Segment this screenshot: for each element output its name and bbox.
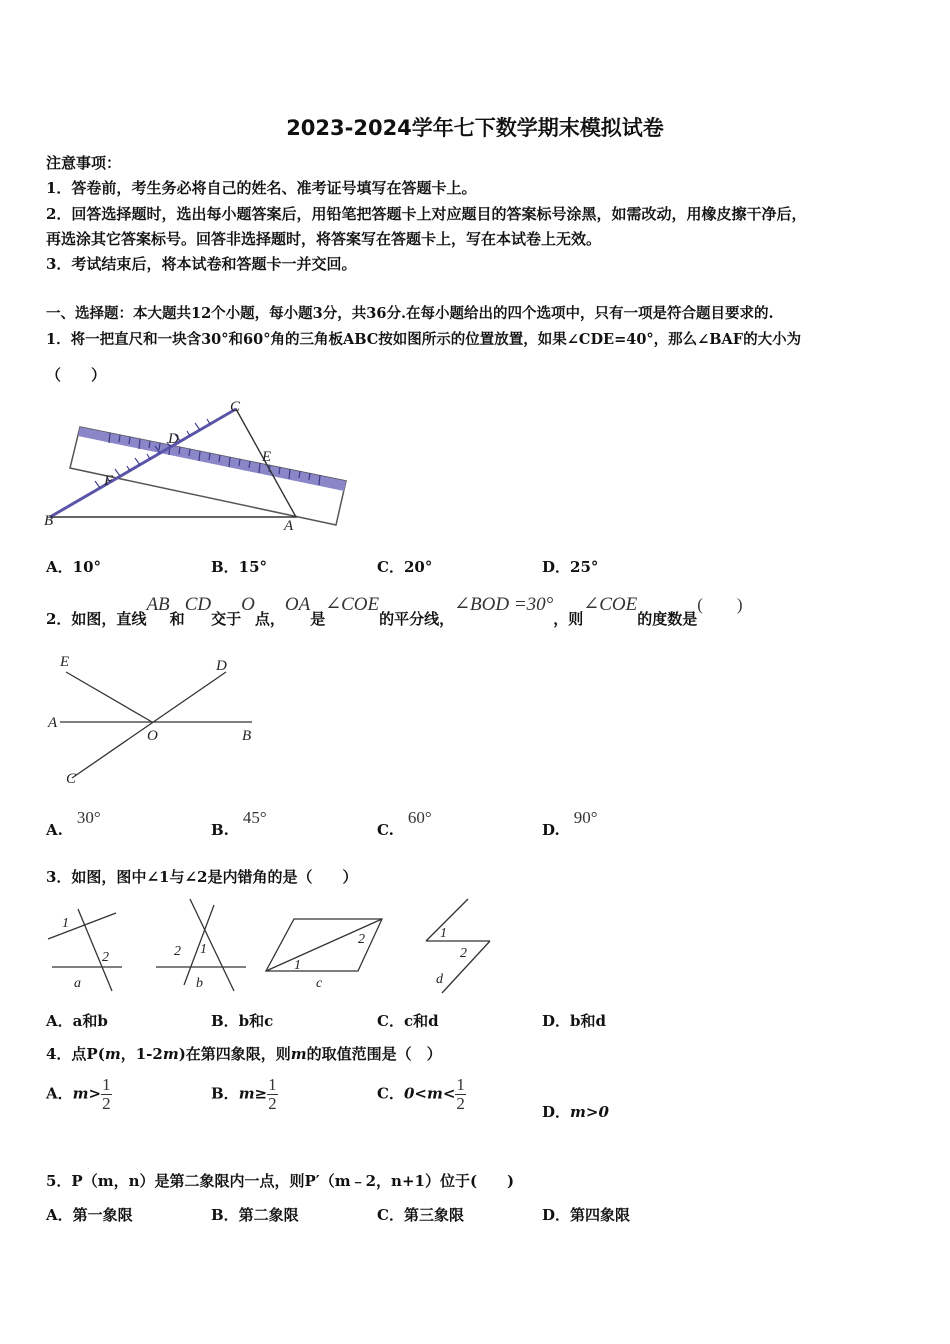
q1-label-f: F [104,473,114,489]
q3-f4-label-2: 2 [460,946,467,961]
q2-option-b[interactable]: B.45° [211,808,267,839]
q2-o: O [241,594,255,615]
q2-text: 2．如图，直线AB和CD交于O点，OA是∠COE的平分线，∠BOD =30°，则∠COE的度数是( ) [46,594,743,628]
q2-label-e: E [60,654,70,670]
q3-f2-label-b: b [196,976,203,991]
q1-option-d[interactable]: D．25° [542,558,599,576]
q3-f1-label-2: 2 [102,950,109,965]
q3-option-a[interactable]: A．a和b [46,1012,108,1030]
q3-f3-label-1: 1 [294,958,301,973]
q2-ab: AB [146,594,170,615]
q3-f2-label-2: 2 [174,944,181,959]
q1-label-a: A [284,518,294,534]
q3-f4-label-d: d [436,972,443,987]
notice-item: 2．回答选择题时，选出每小题答案后，用铅笔把答题卡上对应题目的答案标号涂黑，如需改动，用橡皮擦干净后， [46,205,807,223]
q2-label-c: C [66,771,77,787]
q5-option-d[interactable]: D．第四象限 [542,1206,631,1224]
q2-cd: CD [184,594,212,615]
fraction: $\frac{1}{2}$ [456,1075,465,1113]
q1-label-d: D [168,431,179,447]
q1-label-c: C [230,399,241,415]
notice-heading: 注意事项： [46,154,122,172]
fraction: $\frac{1}{2}$ [102,1075,111,1113]
q4-option-d[interactable]: D．m>0 [542,1103,609,1121]
page-title: 2023-2024学年七下数学期末模拟试卷 [286,116,664,140]
notice-item: 1．答卷前，考生务必将自己的姓名、准考证号填写在答题卡上。 [46,179,477,197]
fraction: $\frac{1}{2}$ [268,1075,277,1113]
q5-option-c[interactable]: C．第三象限 [377,1206,464,1224]
q4-option-b[interactable]: B．m≥ $\frac{1}{2}$ [211,1075,277,1113]
q1-text: 1．将一把直尺和一块含30°和60°角的三角板ABC按如图所示的位置放置，如果∠CDE=40°，那么∠BAF的大小为 [46,331,802,348]
q2-label-o: O [147,728,158,744]
q1-option-b[interactable]: B．15° [211,558,268,576]
q2-angle: ∠COE [325,594,380,615]
q3-f3-label-2: 2 [358,932,365,947]
q4-option-a[interactable]: A．m> $\frac{1}{2}$ [46,1075,111,1113]
q1-blank: （ ） [46,366,107,384]
q1-option-a[interactable]: A．10° [46,558,102,576]
q5-option-a[interactable]: A．第一象限 [46,1206,133,1224]
q3-option-b[interactable]: B．b和c [211,1012,274,1030]
q3-f1-label-a: a [74,976,81,991]
q2-option-c[interactable]: C.60° [377,808,432,839]
q3-f2-label-1: 1 [200,942,207,957]
q2-option-d[interactable]: D.90° [542,808,598,839]
q2-option-a[interactable]: A.30° [46,808,101,839]
q1-label-b: B [44,513,54,529]
q5-text: 5．P（m，n）是第二象限内一点，则P′（m﹣2，n+1）位于( ) [46,1172,515,1190]
q3-f1-label-1: 1 [62,916,69,931]
q2-angle2: ∠COE [583,594,638,615]
q3-figures [44,895,504,995]
notice-item: 再选涂其它答案标号。回答非选择题时，将答案写在答题卡上，写在本试卷上无效。 [46,230,602,248]
q4-text: 4．点P(m，1-2m)在第四象限，则m的取值范围是（ ） [46,1045,442,1063]
q1-option-c[interactable]: C．20° [377,558,433,576]
q3-f4-label-1: 1 [440,926,447,941]
section-heading: 一、选择题：本大题共12个小题，每小题3分，共36分.在每小题给出的四个选项中，只有一项是符合题目要求的. [46,305,774,322]
q2-label-a: A [48,715,58,731]
q3-text: 3．如图，图中∠1与∠2是内错角的是（ ） [46,868,358,886]
q2-label-d: D [216,658,227,674]
q2-label-b: B [242,728,252,744]
q3-option-d[interactable]: D．b和d [542,1012,606,1030]
q5-option-b[interactable]: B．第二象限 [211,1206,299,1224]
q2-figure [44,650,264,790]
notice-item: 3．考试结束后，将本试卷和答题卡一并交回。 [46,255,357,273]
q1-figure [40,395,360,540]
q2-blank: ( ) [697,595,743,614]
q3-f3-label-c: c [316,976,323,991]
q2-condition: ∠BOD =30° [454,594,554,615]
q1-label-e: E [262,449,272,465]
q4-option-c[interactable]: C．0<m< $\frac{1}{2}$ [377,1075,465,1113]
q2-oa: OA [284,594,311,615]
q3-option-c[interactable]: C．c和d [377,1012,439,1030]
